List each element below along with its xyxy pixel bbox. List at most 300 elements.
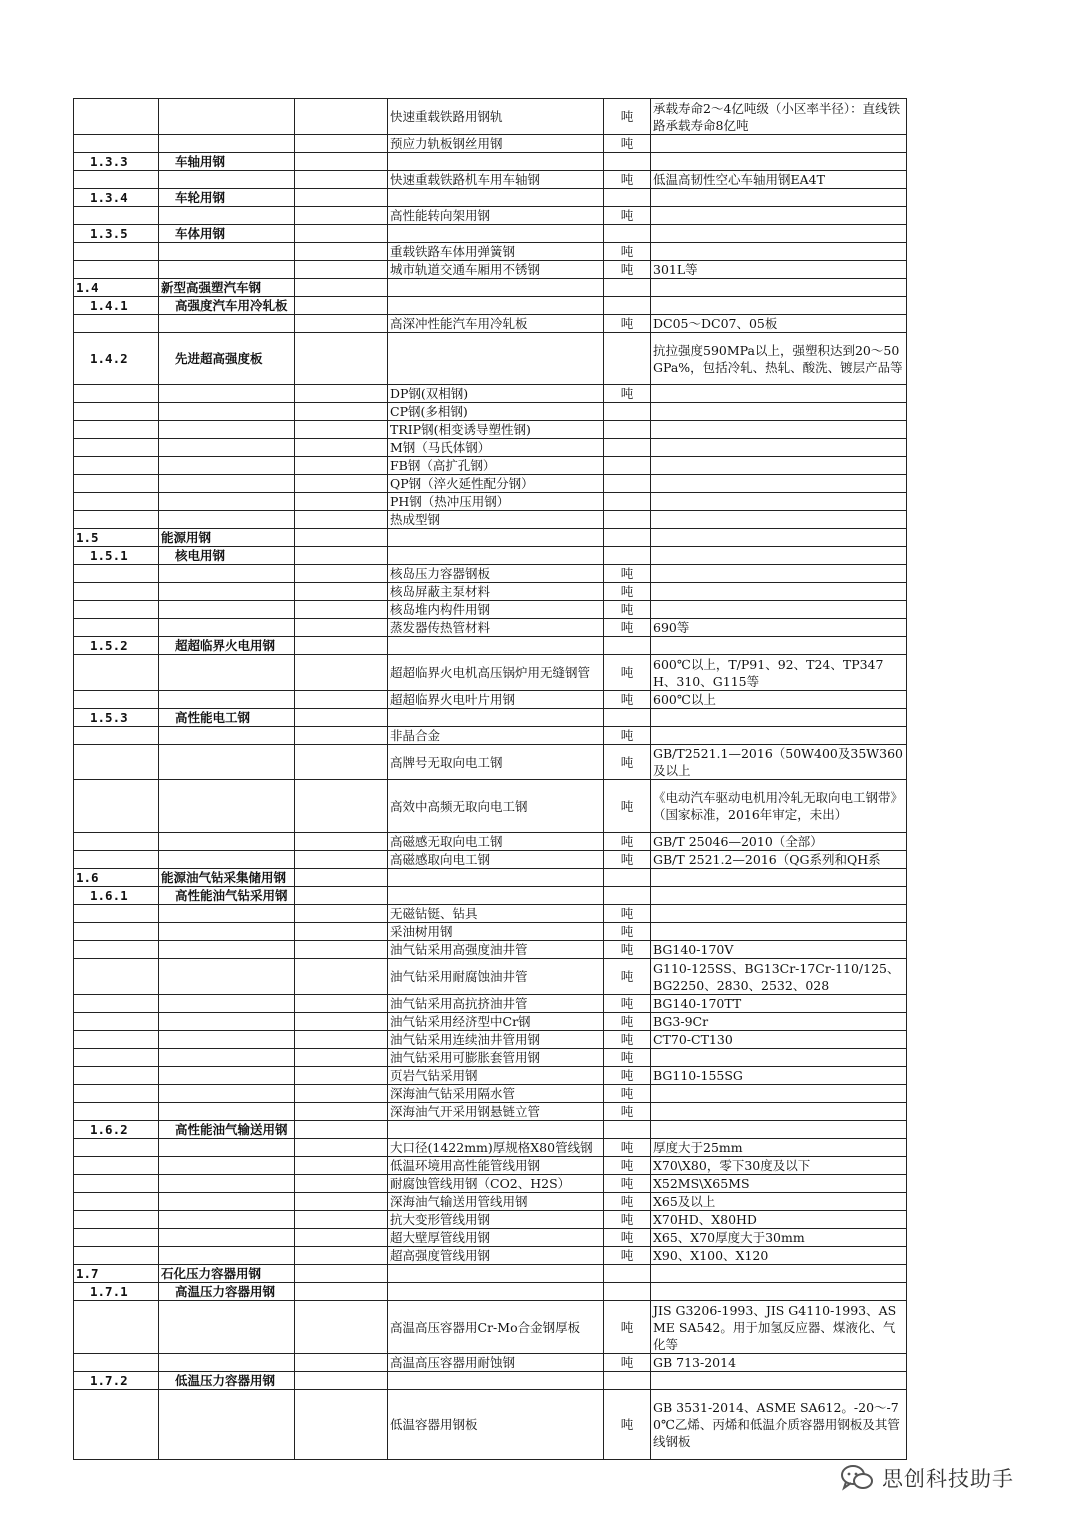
unit-cell xyxy=(604,279,651,297)
section-name-cell xyxy=(159,1211,295,1229)
blank-cell xyxy=(295,905,388,923)
table-row xyxy=(74,1085,907,1103)
section-name-cell xyxy=(159,1301,295,1354)
section-code-cell xyxy=(74,1013,159,1031)
note-cell xyxy=(651,887,907,905)
note-cell xyxy=(651,403,907,421)
blank-cell xyxy=(295,1139,388,1157)
section-code-cell xyxy=(74,403,159,421)
unit-cell xyxy=(604,457,651,475)
blank-cell xyxy=(295,171,388,189)
section-name-cell: 高性能油气钻采用钢 xyxy=(159,887,295,905)
blank-cell xyxy=(295,727,388,745)
blank-cell xyxy=(295,1265,388,1283)
unit-cell: 吨 xyxy=(604,1013,651,1031)
section-row xyxy=(74,225,907,243)
section-code-cell xyxy=(74,1247,159,1265)
section-code-cell xyxy=(74,833,159,851)
blank-cell xyxy=(295,655,388,691)
section-name-cell xyxy=(159,493,295,511)
unit-cell: 吨 xyxy=(604,135,651,153)
note-cell xyxy=(651,565,907,583)
section-name-cell: 低温压力容器用钢 xyxy=(159,1372,295,1390)
product-cell: 油气钻采用耐腐蚀油井管 xyxy=(388,959,604,995)
section-row xyxy=(74,529,907,547)
product-cell xyxy=(388,709,604,727)
blank-cell xyxy=(295,923,388,941)
section-row xyxy=(74,637,907,655)
product-cell: 高牌号无取向电工钢 xyxy=(388,745,604,780)
blank-cell xyxy=(295,869,388,887)
section-code-cell xyxy=(74,905,159,923)
note-cell xyxy=(651,637,907,655)
section-name-cell xyxy=(159,833,295,851)
product-cell: DP钢(双相钢) xyxy=(388,385,604,403)
table-row xyxy=(74,1193,907,1211)
product-cell xyxy=(388,1121,604,1139)
section-code-cell: 1.5.2 xyxy=(74,637,159,655)
blank-cell xyxy=(295,1229,388,1247)
note-cell xyxy=(651,583,907,601)
unit-cell: 吨 xyxy=(604,745,651,780)
unit-cell: 吨 xyxy=(604,1049,651,1067)
section-name-cell xyxy=(159,99,295,135)
note-cell xyxy=(651,385,907,403)
section-row xyxy=(74,333,907,385)
table-row xyxy=(74,923,907,941)
note-cell: BG110-155SG xyxy=(651,1067,907,1085)
section-name-cell xyxy=(159,1013,295,1031)
section-code-cell: 1.5.3 xyxy=(74,709,159,727)
section-code-cell xyxy=(74,1175,159,1193)
unit-cell xyxy=(604,421,651,439)
unit-cell xyxy=(604,869,651,887)
product-cell xyxy=(388,1372,604,1390)
section-code-cell xyxy=(74,261,159,279)
section-name-cell xyxy=(159,1103,295,1121)
unit-cell: 吨 xyxy=(604,1354,651,1372)
section-name-cell xyxy=(159,1085,295,1103)
unit-cell: 吨 xyxy=(604,941,651,959)
table-row xyxy=(74,727,907,745)
table-row xyxy=(74,601,907,619)
section-code-cell xyxy=(74,1049,159,1067)
unit-cell: 吨 xyxy=(604,1031,651,1049)
section-name-cell xyxy=(159,457,295,475)
note-cell xyxy=(651,279,907,297)
blank-cell xyxy=(295,1211,388,1229)
product-cell: M钢（马氏体钢） xyxy=(388,439,604,457)
unit-cell: 吨 xyxy=(604,833,651,851)
section-code-cell xyxy=(74,959,159,995)
section-name-cell xyxy=(159,1067,295,1085)
note-cell: 600℃以上，T/P91、92、T24、TP347H、310、G115等 xyxy=(651,655,907,691)
section-name-cell: 高强度汽车用冷轧板 xyxy=(159,297,295,315)
product-cell: 热成型钢 xyxy=(388,511,604,529)
section-name-cell xyxy=(159,207,295,225)
blank-cell xyxy=(295,565,388,583)
product-cell xyxy=(388,297,604,315)
product-cell: 高磁感无取向电工钢 xyxy=(388,833,604,851)
section-code-cell xyxy=(74,780,159,833)
section-code-cell: 1.6 xyxy=(74,869,159,887)
note-cell xyxy=(651,1085,907,1103)
section-name-cell xyxy=(159,941,295,959)
watermark-text: 思创科技助手 xyxy=(882,1467,1014,1491)
section-name-cell xyxy=(159,1229,295,1247)
section-code-cell xyxy=(74,851,159,869)
blank-cell xyxy=(295,547,388,565)
product-cell xyxy=(388,225,604,243)
section-name-cell xyxy=(159,995,295,1013)
table-row xyxy=(74,403,907,421)
blank-cell xyxy=(295,261,388,279)
section-code-cell xyxy=(74,691,159,709)
unit-cell xyxy=(604,1265,651,1283)
note-cell xyxy=(651,1372,907,1390)
blank-cell xyxy=(295,1121,388,1139)
product-cell xyxy=(388,1283,604,1301)
unit-cell: 吨 xyxy=(604,655,651,691)
blank-cell xyxy=(295,1175,388,1193)
blank-cell xyxy=(295,1085,388,1103)
note-cell: GB/T 25046—2010（全部） xyxy=(651,833,907,851)
section-code-cell xyxy=(74,1157,159,1175)
unit-cell xyxy=(604,637,651,655)
unit-cell xyxy=(604,1283,651,1301)
table-row xyxy=(74,511,907,529)
blank-cell xyxy=(295,493,388,511)
section-name-cell xyxy=(159,475,295,493)
table-row xyxy=(74,385,907,403)
note-cell xyxy=(651,727,907,745)
unit-cell: 吨 xyxy=(604,1301,651,1354)
unit-cell: 吨 xyxy=(604,727,651,745)
note-cell xyxy=(651,601,907,619)
blank-cell xyxy=(295,1247,388,1265)
blank-cell xyxy=(295,511,388,529)
steel-catalog-table xyxy=(73,98,907,1460)
section-code-cell xyxy=(74,511,159,529)
table-row xyxy=(74,780,907,833)
blank-cell xyxy=(295,745,388,780)
section-code-cell xyxy=(74,727,159,745)
table-row xyxy=(74,995,907,1013)
section-name-cell xyxy=(159,1247,295,1265)
table-row xyxy=(74,421,907,439)
blank-cell xyxy=(295,529,388,547)
section-row xyxy=(74,709,907,727)
note-cell: 690等 xyxy=(651,619,907,637)
note-cell xyxy=(651,225,907,243)
blank-cell xyxy=(295,475,388,493)
section-name-cell xyxy=(159,1049,295,1067)
section-code-cell: 1.7.2 xyxy=(74,1372,159,1390)
note-cell: GB 3531-2014、ASME SA612。-20～-70℃乙烯、丙烯和低温介质容器用钢板及其管线钢板 xyxy=(651,1390,907,1460)
unit-cell xyxy=(604,887,651,905)
section-name-cell: 先进超高强度板 xyxy=(159,333,295,385)
blank-cell xyxy=(295,995,388,1013)
unit-cell: 吨 xyxy=(604,1211,651,1229)
table-row xyxy=(74,1013,907,1031)
section-name-cell xyxy=(159,959,295,995)
section-name-cell xyxy=(159,565,295,583)
product-cell xyxy=(388,887,604,905)
blank-cell xyxy=(295,887,388,905)
blank-cell xyxy=(295,1031,388,1049)
note-cell: BG140-170V xyxy=(651,941,907,959)
blank-cell xyxy=(295,1049,388,1067)
blank-cell xyxy=(295,1103,388,1121)
product-cell: 核岛屏蔽主泵材料 xyxy=(388,583,604,601)
section-code-cell: 1.6.2 xyxy=(74,1121,159,1139)
section-name-cell xyxy=(159,1175,295,1193)
blank-cell xyxy=(295,403,388,421)
blank-cell xyxy=(295,1372,388,1390)
unit-cell xyxy=(604,189,651,207)
note-cell xyxy=(651,153,907,171)
blank-cell xyxy=(295,780,388,833)
product-cell: 深海油气钻采用隔水管 xyxy=(388,1085,604,1103)
section-code-cell xyxy=(74,1211,159,1229)
note-cell: X70HD、X80HD xyxy=(651,1211,907,1229)
unit-cell: 吨 xyxy=(604,619,651,637)
section-name-cell xyxy=(159,421,295,439)
section-code-cell xyxy=(74,207,159,225)
section-name-cell: 高性能电工钢 xyxy=(159,709,295,727)
section-name-cell xyxy=(159,1354,295,1372)
section-name-cell: 超超临界火电用钢 xyxy=(159,637,295,655)
note-cell: X70\X80，零下30度及以下 xyxy=(651,1157,907,1175)
product-cell: 油气钻采用经济型中Cr钢 xyxy=(388,1013,604,1031)
note-cell xyxy=(651,243,907,261)
product-cell: 高磁感取向电工钢 xyxy=(388,851,604,869)
product-cell: FB钢（高扩孔钢） xyxy=(388,457,604,475)
unit-cell: 吨 xyxy=(604,995,651,1013)
product-cell xyxy=(388,153,604,171)
blank-cell xyxy=(295,1157,388,1175)
section-row xyxy=(74,869,907,887)
product-cell: 采油树用钢 xyxy=(388,923,604,941)
product-cell: 高性能转向架用钢 xyxy=(388,207,604,225)
table-row xyxy=(74,493,907,511)
section-code-cell: 1.3.5 xyxy=(74,225,159,243)
wechat-bubble-icon xyxy=(840,1464,874,1492)
product-cell: 耐腐蚀管线用钢（CO2、H2S） xyxy=(388,1175,604,1193)
note-cell xyxy=(651,1103,907,1121)
section-code-cell xyxy=(74,1103,159,1121)
section-code-cell xyxy=(74,439,159,457)
product-cell: 高温高压容器用耐蚀钢 xyxy=(388,1354,604,1372)
table-row xyxy=(74,207,907,225)
section-name-cell xyxy=(159,1157,295,1175)
product-cell xyxy=(388,279,604,297)
section-name-cell xyxy=(159,261,295,279)
unit-cell xyxy=(604,493,651,511)
table-row xyxy=(74,1354,907,1372)
note-cell xyxy=(651,1265,907,1283)
unit-cell: 吨 xyxy=(604,1139,651,1157)
product-cell: TRIP钢(相变诱导塑性钢) xyxy=(388,421,604,439)
table-row xyxy=(74,1390,907,1460)
table-row xyxy=(74,1031,907,1049)
product-cell: QP钢（淬火延性配分钢） xyxy=(388,475,604,493)
section-code-cell xyxy=(74,601,159,619)
section-code-cell xyxy=(74,941,159,959)
table-row xyxy=(74,1067,907,1085)
note-cell xyxy=(651,457,907,475)
section-code-cell xyxy=(74,655,159,691)
note-cell: GB/T 2521.2—2016（QG系列和QH系 xyxy=(651,851,907,869)
blank-cell xyxy=(295,207,388,225)
product-cell: 超高强度管线用钢 xyxy=(388,1247,604,1265)
table-row xyxy=(74,959,907,995)
product-cell xyxy=(388,189,604,207)
section-code-cell xyxy=(74,565,159,583)
section-name-cell xyxy=(159,1390,295,1460)
unit-cell: 吨 xyxy=(604,905,651,923)
note-cell xyxy=(651,297,907,315)
section-row xyxy=(74,297,907,315)
unit-cell xyxy=(604,709,651,727)
blank-cell xyxy=(295,619,388,637)
section-code-cell: 1.7 xyxy=(74,1265,159,1283)
blank-cell xyxy=(295,709,388,727)
section-name-cell xyxy=(159,1193,295,1211)
unit-cell: 吨 xyxy=(604,1193,651,1211)
section-name-cell xyxy=(159,439,295,457)
unit-cell: 吨 xyxy=(604,1157,651,1175)
unit-cell: 吨 xyxy=(604,207,651,225)
table-row xyxy=(74,243,907,261)
unit-cell: 吨 xyxy=(604,99,651,135)
section-code-cell xyxy=(74,1193,159,1211)
note-cell: GB 713-2014 xyxy=(651,1354,907,1372)
section-name-cell: 车轮用钢 xyxy=(159,189,295,207)
product-cell: 预应力轨板钢丝用钢 xyxy=(388,135,604,153)
section-name-cell: 能源油气钻采集储用钢 xyxy=(159,869,295,887)
note-cell: BG3-9Cr xyxy=(651,1013,907,1031)
product-cell: 蒸发器传热管材料 xyxy=(388,619,604,637)
note-cell: 301L等 xyxy=(651,261,907,279)
table-row xyxy=(74,1229,907,1247)
table-row xyxy=(74,1157,907,1175)
blank-cell xyxy=(295,583,388,601)
blank-cell xyxy=(295,959,388,995)
section-name-cell xyxy=(159,243,295,261)
note-cell xyxy=(651,1049,907,1067)
unit-cell: 吨 xyxy=(604,171,651,189)
section-name-cell xyxy=(159,655,295,691)
note-cell xyxy=(651,869,907,887)
unit-cell: 吨 xyxy=(604,385,651,403)
blank-cell xyxy=(295,297,388,315)
section-name-cell xyxy=(159,619,295,637)
blank-cell xyxy=(295,315,388,333)
section-code-cell: 1.7.1 xyxy=(74,1283,159,1301)
product-cell: 快速重载铁路机车用车轴钢 xyxy=(388,171,604,189)
note-cell: CT70-CT130 xyxy=(651,1031,907,1049)
blank-cell xyxy=(295,333,388,385)
product-cell: 油气钻采用高抗挤油井管 xyxy=(388,995,604,1013)
unit-cell: 吨 xyxy=(604,959,651,995)
blank-cell xyxy=(295,243,388,261)
section-name-cell xyxy=(159,780,295,833)
unit-cell xyxy=(604,153,651,171)
blank-cell xyxy=(295,225,388,243)
note-cell xyxy=(651,529,907,547)
section-code-cell xyxy=(74,385,159,403)
section-name-cell xyxy=(159,135,295,153)
section-code-cell xyxy=(74,475,159,493)
table-row xyxy=(74,475,907,493)
note-cell xyxy=(651,439,907,457)
section-code-cell: 1.4 xyxy=(74,279,159,297)
note-cell xyxy=(651,475,907,493)
product-cell: 快速重载铁路用钢轨 xyxy=(388,99,604,135)
table-row xyxy=(74,261,907,279)
section-code-cell xyxy=(74,493,159,511)
note-cell xyxy=(651,189,907,207)
section-code-cell xyxy=(74,421,159,439)
unit-cell xyxy=(604,439,651,457)
product-cell: 页岩气钻采用钢 xyxy=(388,1067,604,1085)
note-cell xyxy=(651,547,907,565)
blank-cell xyxy=(295,457,388,475)
note-cell xyxy=(651,135,907,153)
table-row xyxy=(74,851,907,869)
section-code-cell: 1.3.4 xyxy=(74,189,159,207)
blank-cell xyxy=(295,279,388,297)
note-cell xyxy=(651,923,907,941)
table-row xyxy=(74,1301,907,1354)
note-cell xyxy=(651,511,907,529)
section-name-cell: 石化压力容器用钢 xyxy=(159,1265,295,1283)
blank-cell xyxy=(295,189,388,207)
unit-cell: 吨 xyxy=(604,780,651,833)
section-row xyxy=(74,153,907,171)
unit-cell: 吨 xyxy=(604,601,651,619)
table-row xyxy=(74,1103,907,1121)
unit-cell xyxy=(604,225,651,243)
unit-cell: 吨 xyxy=(604,691,651,709)
unit-cell xyxy=(604,297,651,315)
section-row xyxy=(74,1265,907,1283)
unit-cell: 吨 xyxy=(604,923,651,941)
note-cell xyxy=(651,1121,907,1139)
note-cell: 抗拉强度590MPa以上，强塑积达到20～50GPa%，包括冷轧、热轧、酸洗、镀层产品等 xyxy=(651,333,907,385)
product-cell: 深海油气开采用钢悬链立管 xyxy=(388,1103,604,1121)
product-cell: 核岛压力容器钢板 xyxy=(388,565,604,583)
blank-cell xyxy=(295,1067,388,1085)
note-cell: X52MS\X65MS xyxy=(651,1175,907,1193)
product-cell: 重载铁路车体用弹簧钢 xyxy=(388,243,604,261)
table-row xyxy=(74,135,907,153)
unit-cell xyxy=(604,1121,651,1139)
table-row xyxy=(74,1175,907,1193)
product-cell xyxy=(388,529,604,547)
unit-cell: 吨 xyxy=(604,1103,651,1121)
section-code-cell xyxy=(74,1301,159,1354)
blank-cell xyxy=(295,851,388,869)
section-code-cell: 1.6.1 xyxy=(74,887,159,905)
unit-cell: 吨 xyxy=(604,1390,651,1460)
section-name-cell: 高温压力容器用钢 xyxy=(159,1283,295,1301)
note-cell xyxy=(651,421,907,439)
blank-cell xyxy=(295,1193,388,1211)
table-row xyxy=(74,619,907,637)
table-row xyxy=(74,655,907,691)
